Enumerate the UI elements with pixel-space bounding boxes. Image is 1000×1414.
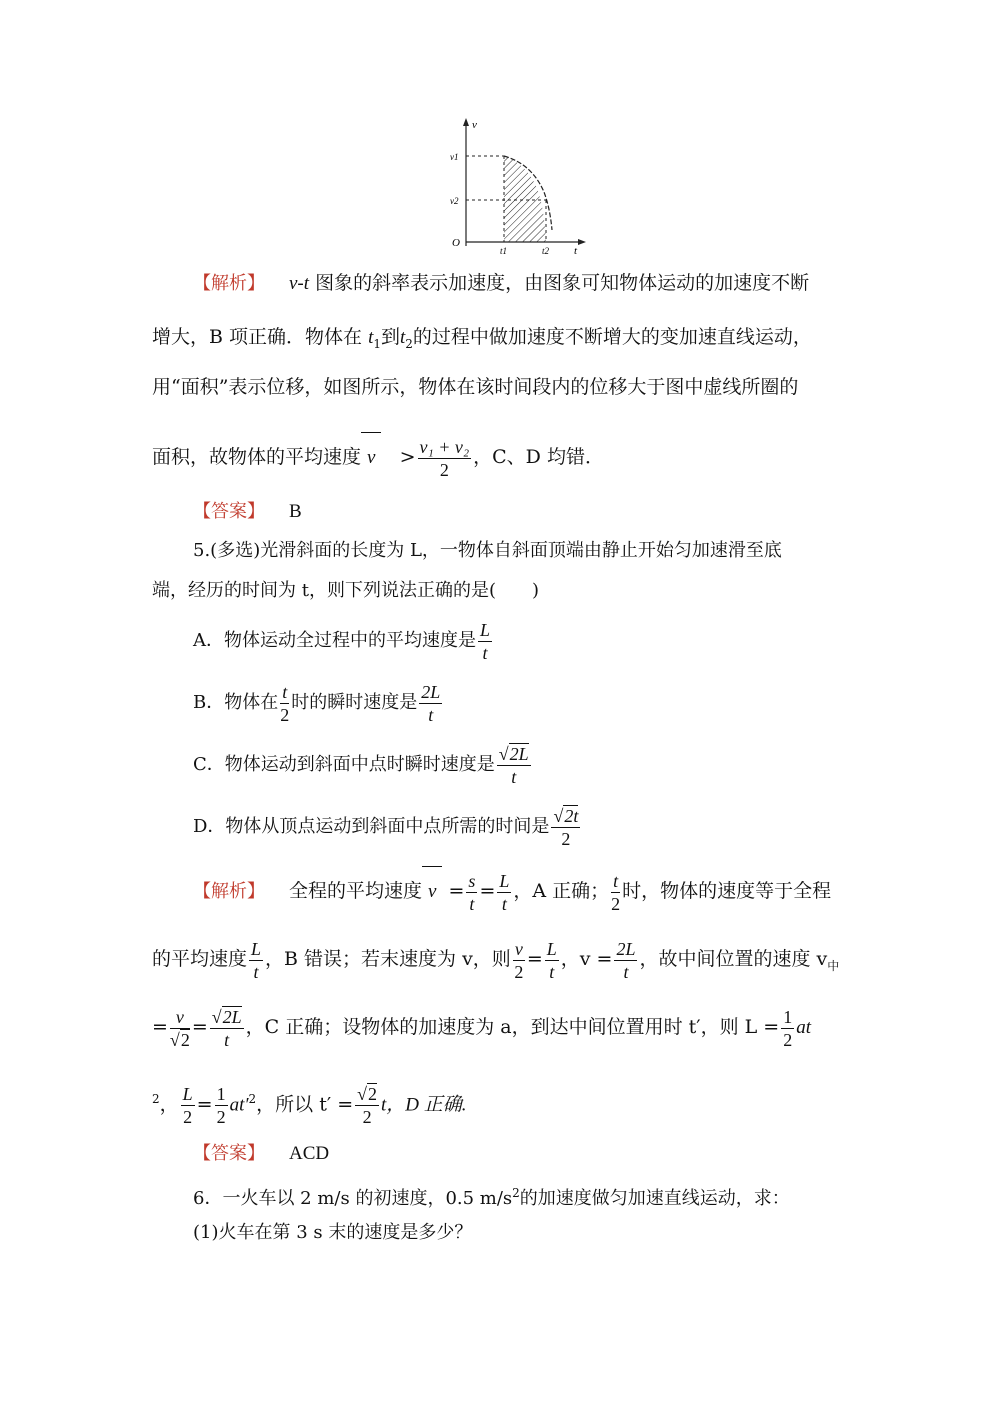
q4-analysis-line-1: 【解析】 v-t 图象的斜率表示加速度，由图象可知物体运动的加速度不断 bbox=[193, 272, 810, 294]
q5-analysis-line-3: = $\frac{v}{√2}$ = $\frac{√2L}{t}$ ，C 正确；设物体的加速度为 a，到达中间位置用时 t′，则 L = $\frac{1}{2}$ at bbox=[152, 1006, 811, 1050]
q5-stem-2: 端，经历的时间为 t，则下列说法正确的是( ) bbox=[152, 580, 539, 601]
t-axis-label: t bbox=[574, 245, 578, 254]
q4-analysis-line-3: 用“面积”表示位移，如图所示，物体在该时间段内的位移大于图中虚线所圈的 bbox=[152, 376, 799, 398]
q5-analysis-line-4: $^2$， $\frac{L}{2}$ = $\frac{1}{2}$ $at'^2$，所以 t′ = $\frac{√2}{2}$ t，D 正确. bbox=[152, 1083, 467, 1127]
v1-label: v1 bbox=[450, 152, 459, 162]
t2-label: t2 bbox=[542, 246, 550, 254]
q4-analysis-line-4: 面积，故物体的平均速度 v > $\frac{\text{v₁ + v₂}}{2}$ ，C、D 均错． bbox=[152, 432, 852, 483]
q5-option-d: D．物体从顶点运动到斜面中点所需的时间是 $\frac{√2t}{2}$ bbox=[193, 805, 579, 849]
q5-analysis-line-1: 【解析】 全程的平均速度 v = $\frac{s}{t}$ = $\frac{L}{t}$ ，A 正确； $\frac{t}{2}$ 时，物体的速度等于全程 bbox=[193, 866, 852, 917]
t1-label: t1 bbox=[500, 246, 508, 254]
q5-option-a: A．物体运动全过程中的平均速度是 $\frac{L}{t}$ bbox=[193, 619, 491, 663]
q4-analysis-line-2: 增大，B 项正确．物体在 $t_1$到$t_2$的过程中做加速度不断增大的变加速直线运动， bbox=[152, 326, 812, 351]
vt-graph bbox=[440, 112, 600, 254]
q5-answer: 【答案】 ACD bbox=[193, 1143, 330, 1164]
q6-stem: 6．一火车以 2 m/s 的初速度，0.5 $m/s^2$的加速度做匀加速直线运动，求： bbox=[193, 1186, 790, 1209]
v2-label: v2 bbox=[450, 196, 459, 206]
q5-stem-1: 5.(多选)光滑斜面的长度为 L，一物体自斜面顶端由静止开始匀加速滑至底 bbox=[193, 540, 782, 561]
shaded-area bbox=[504, 156, 546, 242]
q6-part-1: (1)火车在第 3 s 末的速度是多少？ bbox=[193, 1222, 473, 1243]
origin-label: O bbox=[452, 237, 460, 249]
q4-answer: 【答案】 B bbox=[193, 501, 302, 522]
q5-option-b: B．物体在 $\frac{t}{2}$ 时的瞬时速度是 $\frac{2L}{t}$ bbox=[193, 681, 441, 725]
v-axis-label: v bbox=[472, 119, 477, 131]
q5-analysis-line-2: 的平均速度 $\frac{L}{t}$ ，B 错误；若末速度为 v，则 $\frac{v}{2}$ = $\frac{L}{t}$ ，v = $\frac{2L}{t}$ ，故中间位置的速度 $v_中$ bbox=[152, 938, 840, 982]
q5-option-c: C．物体运动到斜面中点时瞬时速度是 $\frac{√2L}{t}$ bbox=[193, 743, 529, 787]
